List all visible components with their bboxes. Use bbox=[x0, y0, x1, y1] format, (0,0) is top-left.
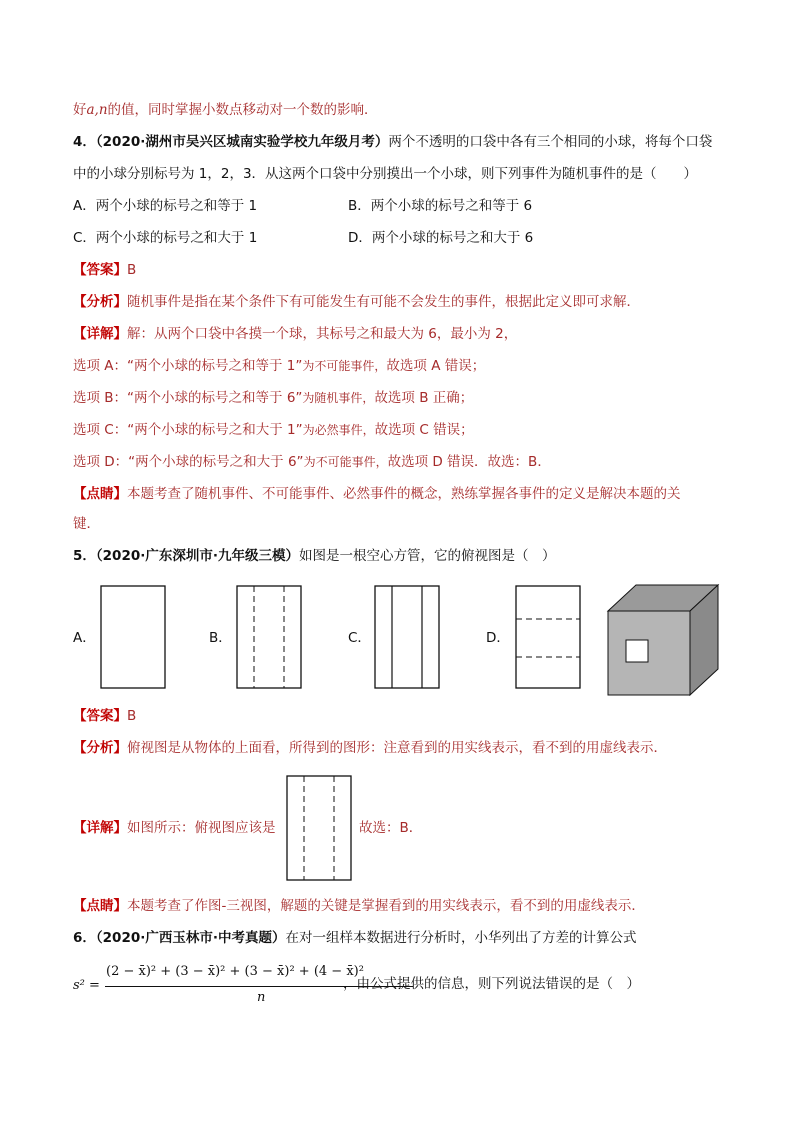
comment-tag: 【点睛】 bbox=[73, 486, 127, 502]
result: 为必然事件， bbox=[302, 423, 375, 437]
q4-answer bbox=[73, 260, 136, 280]
q4-detail bbox=[73, 324, 517, 344]
comment-text: 本题考查了作图-三视图，解题的关键是掌握看到的用实线表示，看不到的用虚线表示． bbox=[127, 898, 645, 914]
conclusion: 故选项 B 正确； bbox=[374, 390, 474, 406]
text: 选项 A：“两个小球的标号之和等于 1” bbox=[73, 358, 303, 374]
q4-detail-b bbox=[73, 388, 473, 408]
q5-header bbox=[73, 546, 556, 566]
q5-comment bbox=[73, 896, 645, 916]
q6-source: （2020·广西玉林市·中考真题） bbox=[95, 930, 286, 946]
result: 为随机事件， bbox=[302, 391, 375, 405]
comment-tag: 【点睛】 bbox=[73, 898, 127, 914]
q6-header bbox=[73, 928, 637, 948]
analysis-text: 俯视图是从物体的上面看，所得到的图形：注意看到的用实线表示，看不到的用虚线表示． bbox=[127, 740, 667, 756]
formula-numerator: (2 − x̄)² + (3 − x̄)² + (3 − x̄)² + (4 − x̄)² bbox=[106, 964, 364, 979]
result: 为不可能事件， bbox=[302, 359, 387, 373]
analysis-text: 随机事件是指在某个条件下有可能发生有可能不会发生的事件，根据此定义即可求解． bbox=[127, 294, 640, 310]
conclusion: 故选项 D 错误．故选：B． bbox=[387, 454, 551, 470]
q4-comment bbox=[73, 484, 681, 504]
q6-number: 6． bbox=[73, 930, 96, 946]
q5-source: （2020·广东深圳市·九年级三模） bbox=[95, 548, 299, 564]
q4-analysis bbox=[73, 292, 640, 312]
q4-stem-1: 两个不透明的口袋中各有三个相同的小球，将每个口袋 bbox=[388, 134, 713, 150]
answer-tag: 【答案】 bbox=[73, 708, 127, 724]
q5-option-d-figure bbox=[515, 585, 582, 690]
text-b: 的值，同时掌握小数点移动对一个数的影响． bbox=[107, 102, 378, 118]
q5-option-a-label: A． bbox=[73, 630, 96, 646]
text: 选项 D：“两个小球的标号之和大于 6” bbox=[73, 454, 304, 470]
text-a: 好 bbox=[73, 102, 87, 118]
q5-detail bbox=[73, 818, 276, 838]
continuation-line bbox=[73, 100, 378, 120]
q5-stem: 如图是一根空心方管，它的俯视图是（ ） bbox=[299, 548, 556, 564]
q5-option-c-label: C． bbox=[348, 630, 371, 646]
text: 选项 C：“两个小球的标号之和大于 1” bbox=[73, 422, 303, 438]
q4-option-b: B．两个小球的标号之和等于 6 bbox=[348, 198, 533, 214]
answer-tag: 【答案】 bbox=[73, 262, 127, 278]
q4-comment-2: 键． bbox=[73, 516, 100, 532]
q4-option-d: D．两个小球的标号之和大于 6 bbox=[348, 230, 534, 246]
conclusion: 故选项 A 错误； bbox=[386, 358, 486, 374]
formula-denominator: n bbox=[257, 990, 266, 1005]
q5-option-c-figure bbox=[374, 585, 441, 690]
q4-source: （2020·湖州市吴兴区城南实验学校九年级月考） bbox=[95, 134, 389, 150]
q4-detail-c bbox=[73, 420, 474, 440]
q4-stem-2: 中的小球分别标号为 1，2，3．从这两个口袋中分别摸出一个小球，则下列事件为随机事件的是（ ） bbox=[73, 166, 698, 182]
q5-option-b-figure bbox=[236, 585, 303, 690]
q4-detail-a bbox=[73, 356, 485, 376]
q6-stem-2: ，由公式提供的信息，则下列说法错误的是（ ） bbox=[343, 976, 640, 992]
q4-number: 4． bbox=[73, 134, 96, 150]
result: 为不可能事件， bbox=[303, 455, 388, 469]
q5-analysis bbox=[73, 738, 667, 758]
answer-value: B bbox=[127, 262, 137, 278]
q4-header bbox=[73, 132, 712, 152]
analysis-tag: 【分析】 bbox=[73, 740, 127, 756]
detail-tag: 【详解】 bbox=[73, 326, 127, 342]
conclusion: 故选项 C 错误； bbox=[374, 422, 474, 438]
q5-option-a-figure bbox=[100, 585, 167, 690]
q5-detail-conclusion: 故选：B． bbox=[359, 820, 423, 836]
q6-stem: 在对一组样本数据进行分析时，小华列出了方差的计算公式 bbox=[285, 930, 637, 946]
q5-detail-figure bbox=[286, 775, 353, 882]
q5-option-b-label: B． bbox=[209, 630, 232, 646]
detail-tag: 【详解】 bbox=[73, 820, 127, 836]
q5-option-d-label: D． bbox=[486, 630, 510, 646]
hollow-tube-figure bbox=[604, 583, 722, 703]
text: 选项 B：“两个小球的标号之和等于 6” bbox=[73, 390, 303, 406]
analysis-tag: 【分析】 bbox=[73, 294, 127, 310]
formula-lhs: s² = bbox=[73, 978, 100, 993]
comment-text: 本题考查了随机事件、不可能事件、必然事件的概念，熟练掌握各事件的定义是解决本题的关 bbox=[127, 486, 681, 502]
q5-number: 5． bbox=[73, 548, 96, 564]
q5-answer bbox=[73, 706, 136, 726]
answer-value: B bbox=[127, 708, 137, 724]
detail-text: 解：从两个口袋中各摸一个球，其标号之和最大为 6，最小为 2， bbox=[127, 326, 518, 342]
q4-option-c: C．两个小球的标号之和大于 1 bbox=[73, 230, 258, 246]
detail-text: 如图所示：俯视图应该是 bbox=[127, 820, 276, 836]
q4-detail-d bbox=[73, 452, 551, 472]
var-an: a,n bbox=[86, 102, 108, 118]
q4-option-a: A．两个小球的标号之和等于 1 bbox=[73, 198, 258, 214]
